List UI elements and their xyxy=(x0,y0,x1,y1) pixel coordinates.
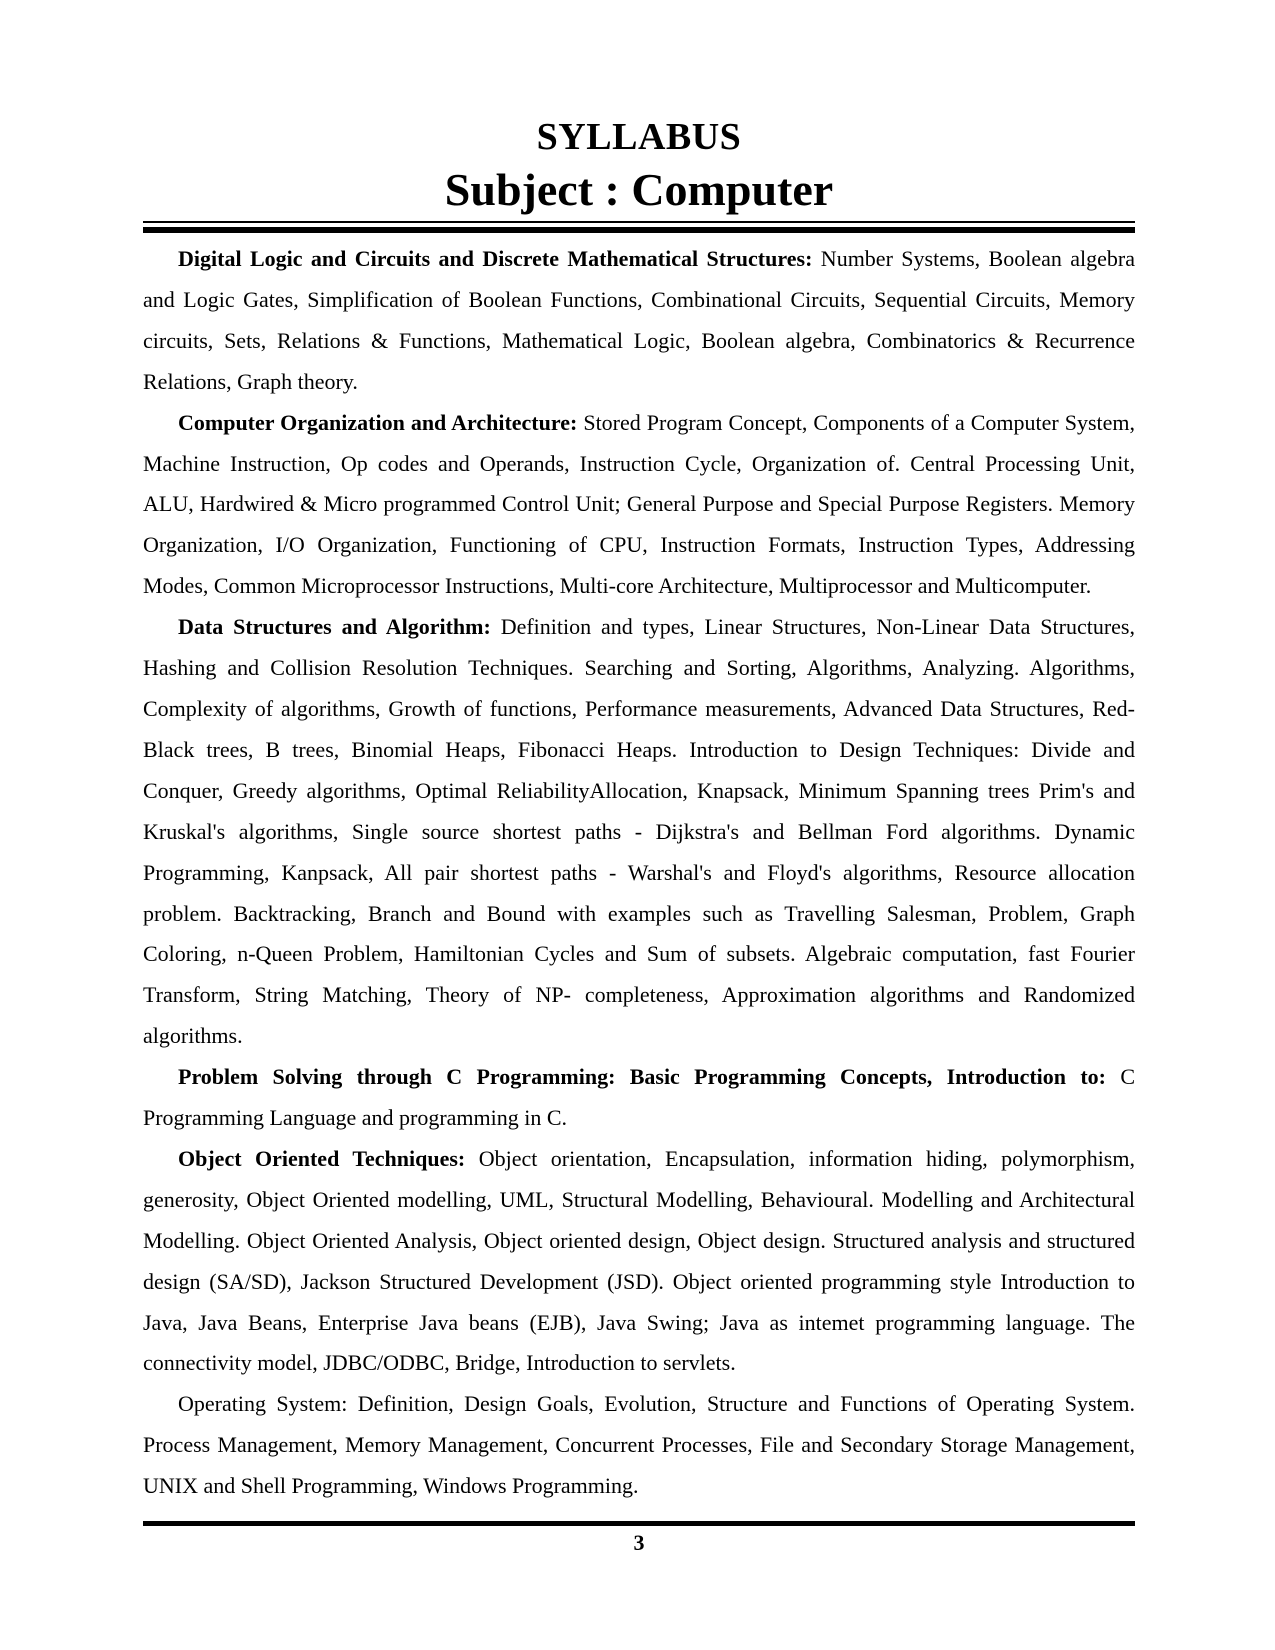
page-footer xyxy=(143,1521,1135,1560)
paragraph-text: Operating System: Definition, Design Goals, Evolution, Structure and Functions of Operating System. Process Management, Memory Management, Concurrent Processes, File and Secondary Storage Management, UNIX and Shell Programming, Windows Programming. xyxy=(143,1391,1135,1499)
paragraph-lead: Digital Logic and Circuits and Discrete Mathematical Structures: xyxy=(178,246,813,271)
page-number: 3 xyxy=(633,1530,645,1555)
paragraph-c-programming xyxy=(143,1057,1135,1139)
paragraph-lead: Data Structures and Algorithm: xyxy=(178,614,491,640)
paragraph-text: Number Systems, Boolean algebra and Logic Gates, Simplification of Boolean Functions, Combinational Circuits, Sequential Circuits, Memory circuits, Sets, Relations & Functions, Mathematical Logic, Boolean algebra, Combinatorics & Recurrence Relations, Graph theory. xyxy=(143,246,1135,394)
paragraph-lead: Object Oriented Techniques: xyxy=(178,1145,466,1171)
page-subtitle: Subject : Computer xyxy=(444,164,834,215)
paragraph-digital-logic xyxy=(143,239,1135,403)
paragraph-text: Stored Program Concept, Components of a Computer System, Machine Instruction, Op codes and Operands, Instruction Cycle, Organization of. Central Processing Unit, ALU, Hardwired & Micro programmed Control Unit; General Purpose and Special Purpose Registers. Memory Organization, I/O Organization, Functioning of CPU, Instruction Formats, Instruction Types, Addressing Modes, Common Microprocessor Instructions, Multi-core Architecture, Multiprocessor and Multicomputer. xyxy=(143,409,1135,599)
paragraph-object-oriented xyxy=(143,1139,1135,1384)
title-divider-rule xyxy=(143,221,1135,233)
page-title: SYLLABUS xyxy=(536,116,742,158)
paragraph-data-structures xyxy=(143,607,1135,1057)
paragraph-lead: Computer Organization and Architecture: xyxy=(178,409,578,435)
paragraph-text: Definition and types, Linear Structures, Non-Linear Data Structures, Hashing and Collision Resolution Techniques. Searching and Sorting, Algorithms, Analyzing. Algorithms, Complexity of algorithms, Growth of functions, Performance measurements, Advanced Data Structures, Red-Black trees, B trees, Binomial Heaps, Fibonacci Heaps. Introduction to Design Techniques: Divide and Conquer, Greedy algorithms, Optimal ReliabilityAllocation, Knapsack, Minimum Spanning trees Prim's and Kruskal's algorithms, Single source shortest paths - Dijkstra's and Bellman Ford algorithms. Dynamic Programming, Kanpsack, All pair shortest paths - Warshal's and Floyd's algorithms, Resource allocation problem. Backtracking, Branch and Bound with examples such as Travelling Salesman, Problem, Graph Coloring, n-Queen Problem, Hamiltonian Cycles and Sum of subsets. Algebraic computation, fast Fourier Transform, String Matching, Theory of NP- completeness, Approximation algorithms and Randomized algorithms. xyxy=(143,614,1135,1049)
paragraph-lead: Problem Solving through C Programming: Basic Programming Concepts, Introduction to: xyxy=(178,1064,1106,1090)
paragraph-text: C Programming Language and programming in C. xyxy=(143,1064,1135,1131)
paragraph-operating-system xyxy=(143,1384,1135,1507)
syllabus-body xyxy=(143,239,1135,1507)
paragraph-computer-organization xyxy=(143,403,1135,608)
paragraph-text: Object orientation, Encapsulation, information hiding, polymorphism, generosity, Object Oriented modelling, UML, Structural Modelling, Behavioural. Modelling and Architectural Modelling. Object Oriented Analysis, Object oriented design, Object design. Structured analysis and structured design (SA/SD), Jackson Structured Development (JSD). Object oriented programming style Introduction to Java, Java Beans, Enterprise Java beans (EJB), Java Swing; Java as intemet programming language. The connectivity model, JDBC/ODBC, Bridge, Introduction to servlets. xyxy=(143,1145,1135,1376)
